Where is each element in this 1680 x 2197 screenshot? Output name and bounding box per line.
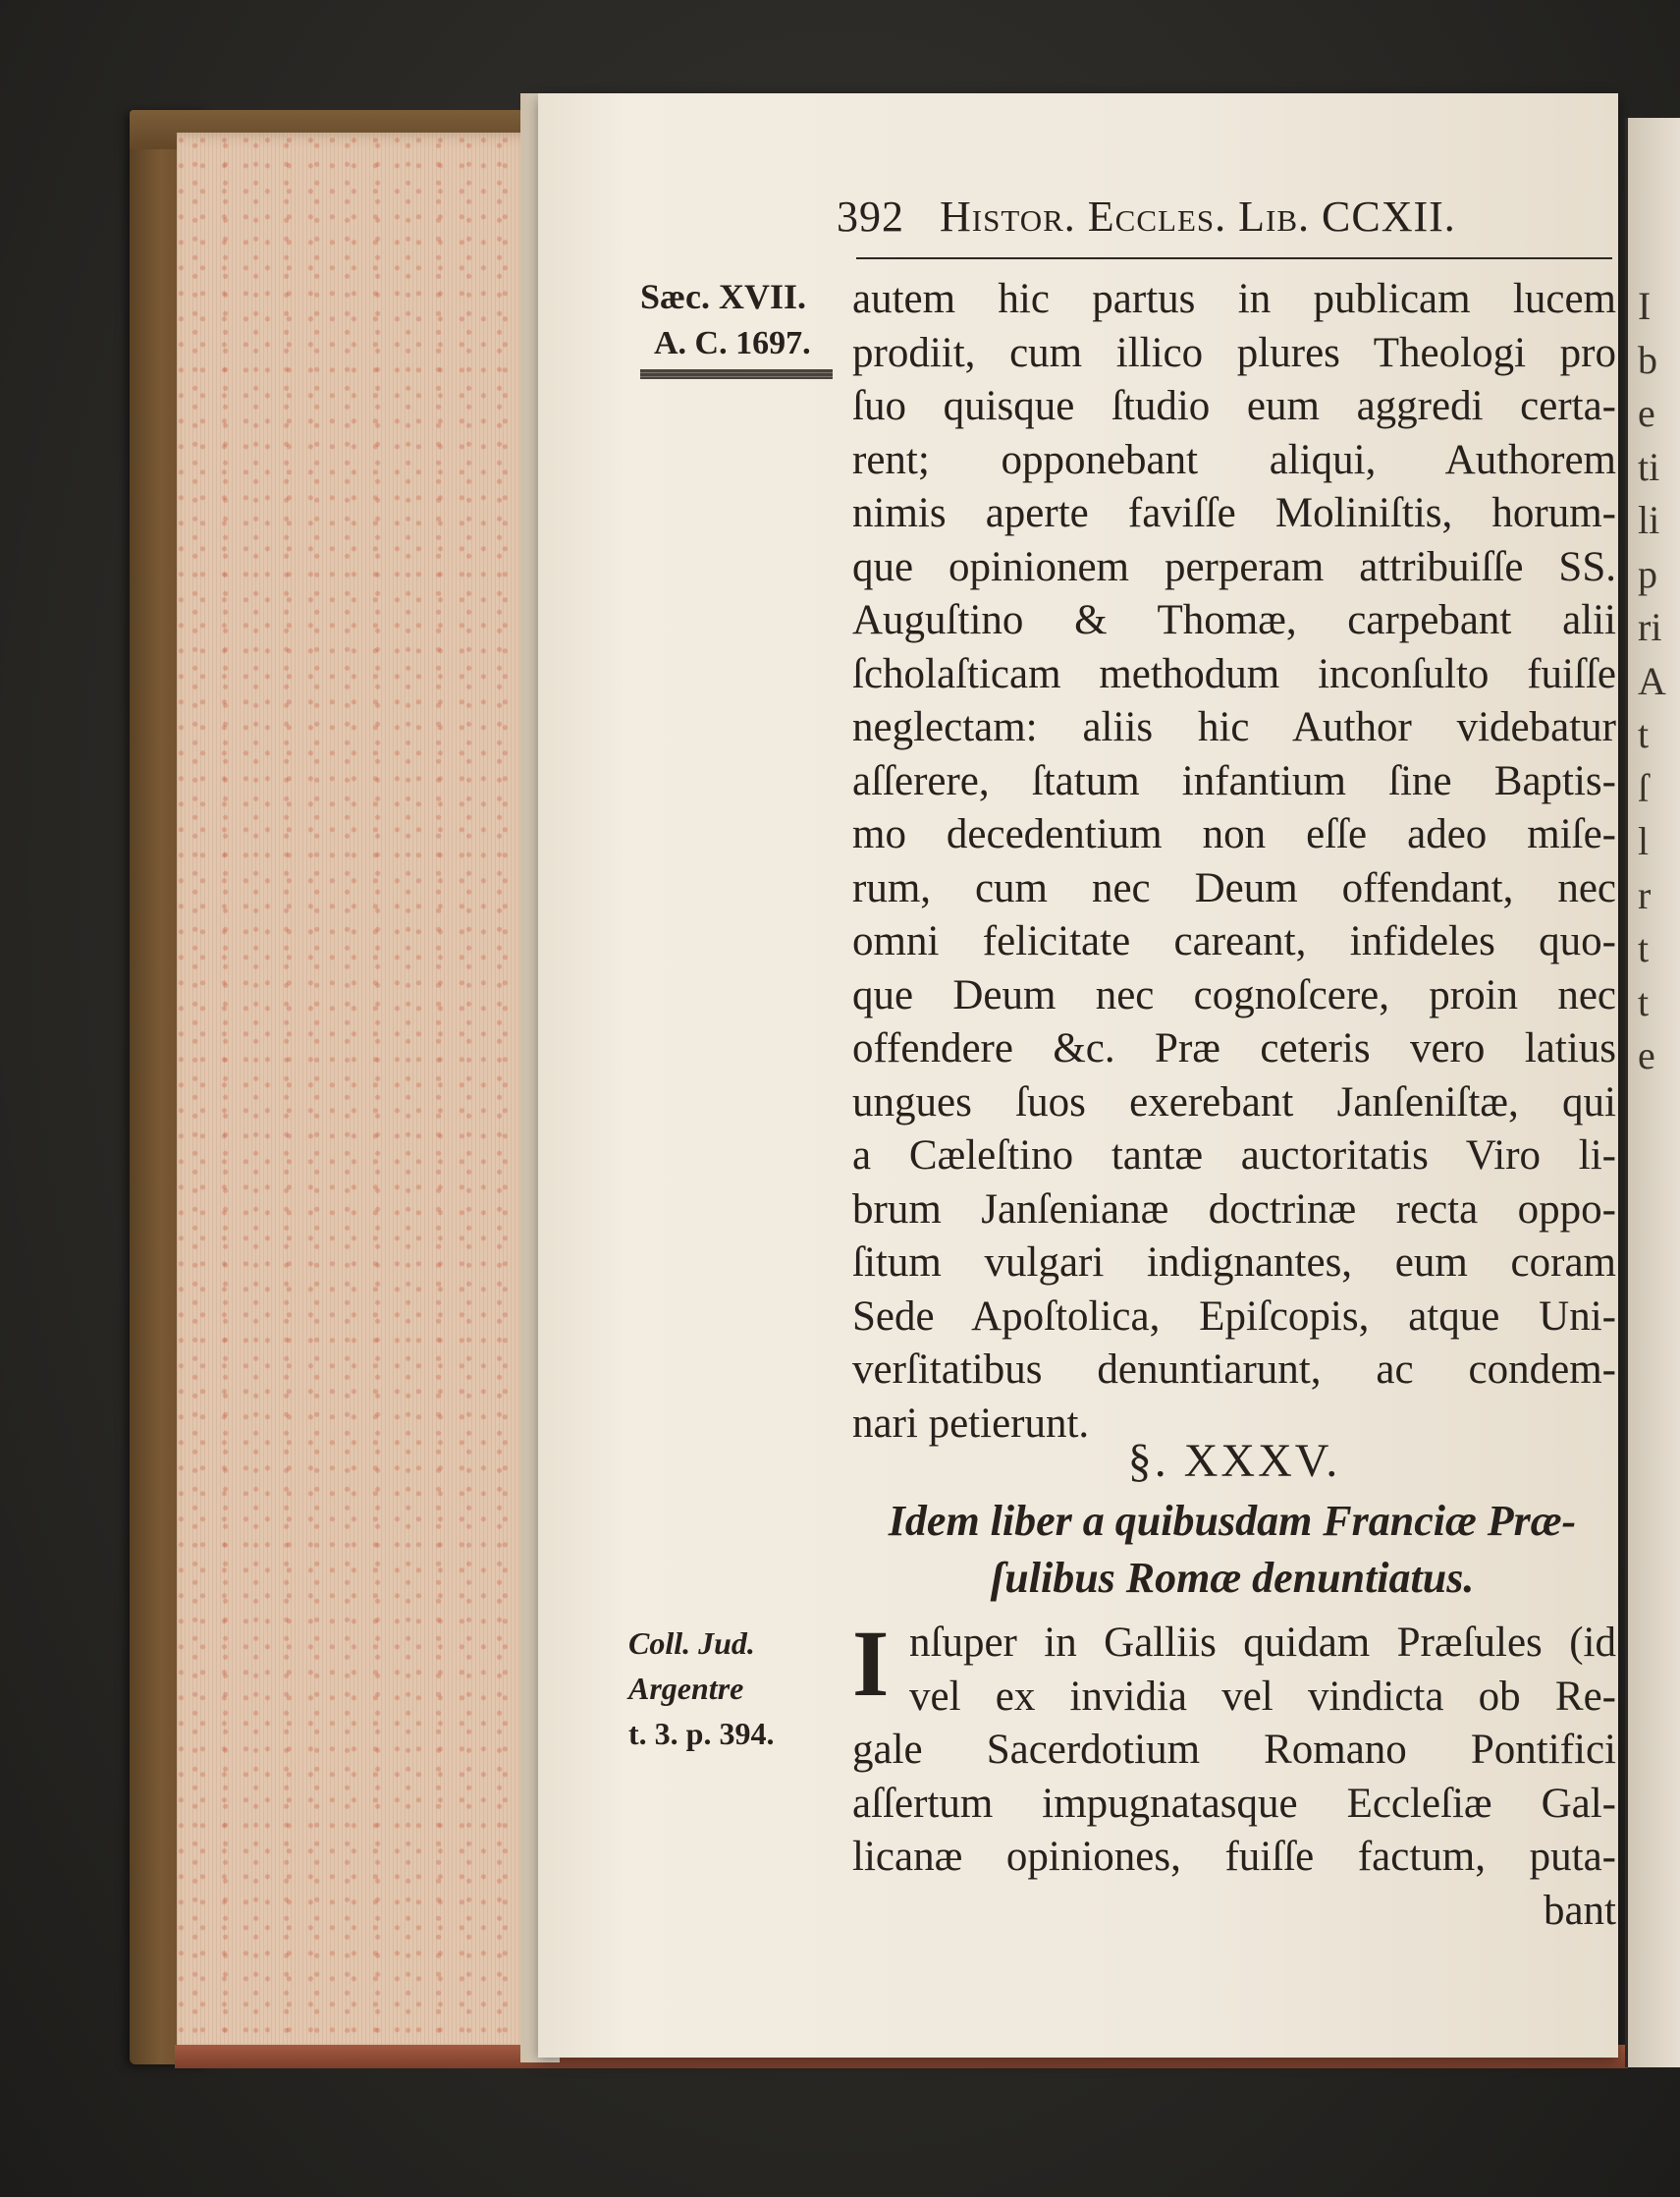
text-line: a Cæleſtino tantæ auctoritatis Viro li- — [852, 1132, 1616, 1179]
margin-year: A. C. 1697. — [654, 325, 811, 361]
text-line: licanæ opiniones, fuiſſe factum, puta- — [852, 1834, 1616, 1880]
margin-ref-line: Coll. Jud. — [628, 1625, 755, 1661]
text-line: brum Janſenianæ doctrinæ recta oppo- — [852, 1185, 1616, 1233]
header-rule — [856, 257, 1612, 259]
catchword: bant — [1543, 1887, 1616, 1934]
drop-cap: I — [852, 1611, 890, 1716]
text-line: ungues ſuos exerebant Janſeniſtæ, qui — [852, 1078, 1616, 1126]
section-title — [844, 1493, 1620, 1607]
text-line: aſſertum impugnatasque Eccleſiæ Gal- — [852, 1780, 1616, 1827]
text-line: nſuper in Galliis quidam Præſules (id — [909, 1620, 1616, 1666]
text-line: rum, cum nec Deum offendant, nec — [852, 864, 1616, 911]
text-line: rent; opponebant aliqui, Authorem — [852, 436, 1616, 483]
paragraph-1 — [852, 273, 1616, 1451]
margin-note-reference — [628, 1620, 835, 1756]
section-number: §. XXXV. — [1127, 1435, 1341, 1487]
text-line: prodiit, cum illico plures Theologi pro — [852, 329, 1616, 376]
page-number: 392 — [837, 192, 904, 241]
text-line: Auguſtino & Thomæ, carpebant alii — [852, 597, 1616, 643]
text-line: offendere &c. Præ ceteris vero latius — [852, 1025, 1616, 1071]
running-title: Histor. Eccles. Lib. CCXII. — [940, 192, 1456, 241]
text-line: vel ex invidia vel vindicta ob Re- — [909, 1673, 1616, 1720]
page-block-edge — [177, 133, 540, 2058]
text-line: mo decedentium non eſſe adeo miſe- — [852, 811, 1616, 857]
text-line: que Deum nec cognoſcere, proin nec — [852, 971, 1616, 1018]
text-line: ſuo quisque ſtudio eum aggredi certa- — [852, 383, 1616, 429]
text-line: neglectam: aliis hic Author videbatur — [852, 704, 1616, 750]
margin-ornament-bar — [640, 369, 833, 379]
text-line: aſſerere, ſtatum infantium ſine Baptis- — [852, 757, 1616, 804]
facing-page-edge — [1625, 118, 1680, 2067]
section-title-line: Idem liber a quibusdam Franciæ Præ- — [888, 1497, 1577, 1545]
facing-page-text: I b e ti li p ri A t ſ l r t t e — [1638, 284, 1666, 1077]
margin-ref-line: t. 3. p. 394. — [628, 1716, 775, 1751]
margin-note-date — [640, 273, 846, 367]
text-line: autem hic partus in publicam lucem — [852, 276, 1616, 322]
text-line: ſitum vulgari indignantes, eum coram — [852, 1239, 1616, 1286]
text-line: ſcholaſticam methodum inconſulto fuiſſe — [852, 650, 1616, 697]
text-line: que opinionem perperam attribuiſſe SS. — [852, 543, 1616, 590]
text-line: nari petierunt. — [852, 1400, 1090, 1447]
margin-century: Sæc. XVII. — [640, 277, 807, 316]
running-header — [837, 189, 1617, 246]
text-line: gale Sacerdotium Romano Pontifici — [852, 1727, 1616, 1773]
text-line: Sede Apoſtolica, Epiſcopis, atque Uni- — [852, 1292, 1616, 1340]
text-line: verſitatibus denuntiarunt, ac condem- — [852, 1346, 1616, 1393]
text-line: nimis aperte faviſſe Moliniſtis, horum- — [852, 490, 1616, 536]
section-title-line: ſulibus Romæ denuntiatus. — [990, 1554, 1475, 1602]
margin-ref-line: Argentre — [628, 1671, 744, 1706]
text-line: omni felicitate careant, infideles quo- — [852, 918, 1616, 964]
paragraph-2 — [852, 1611, 1616, 1938]
